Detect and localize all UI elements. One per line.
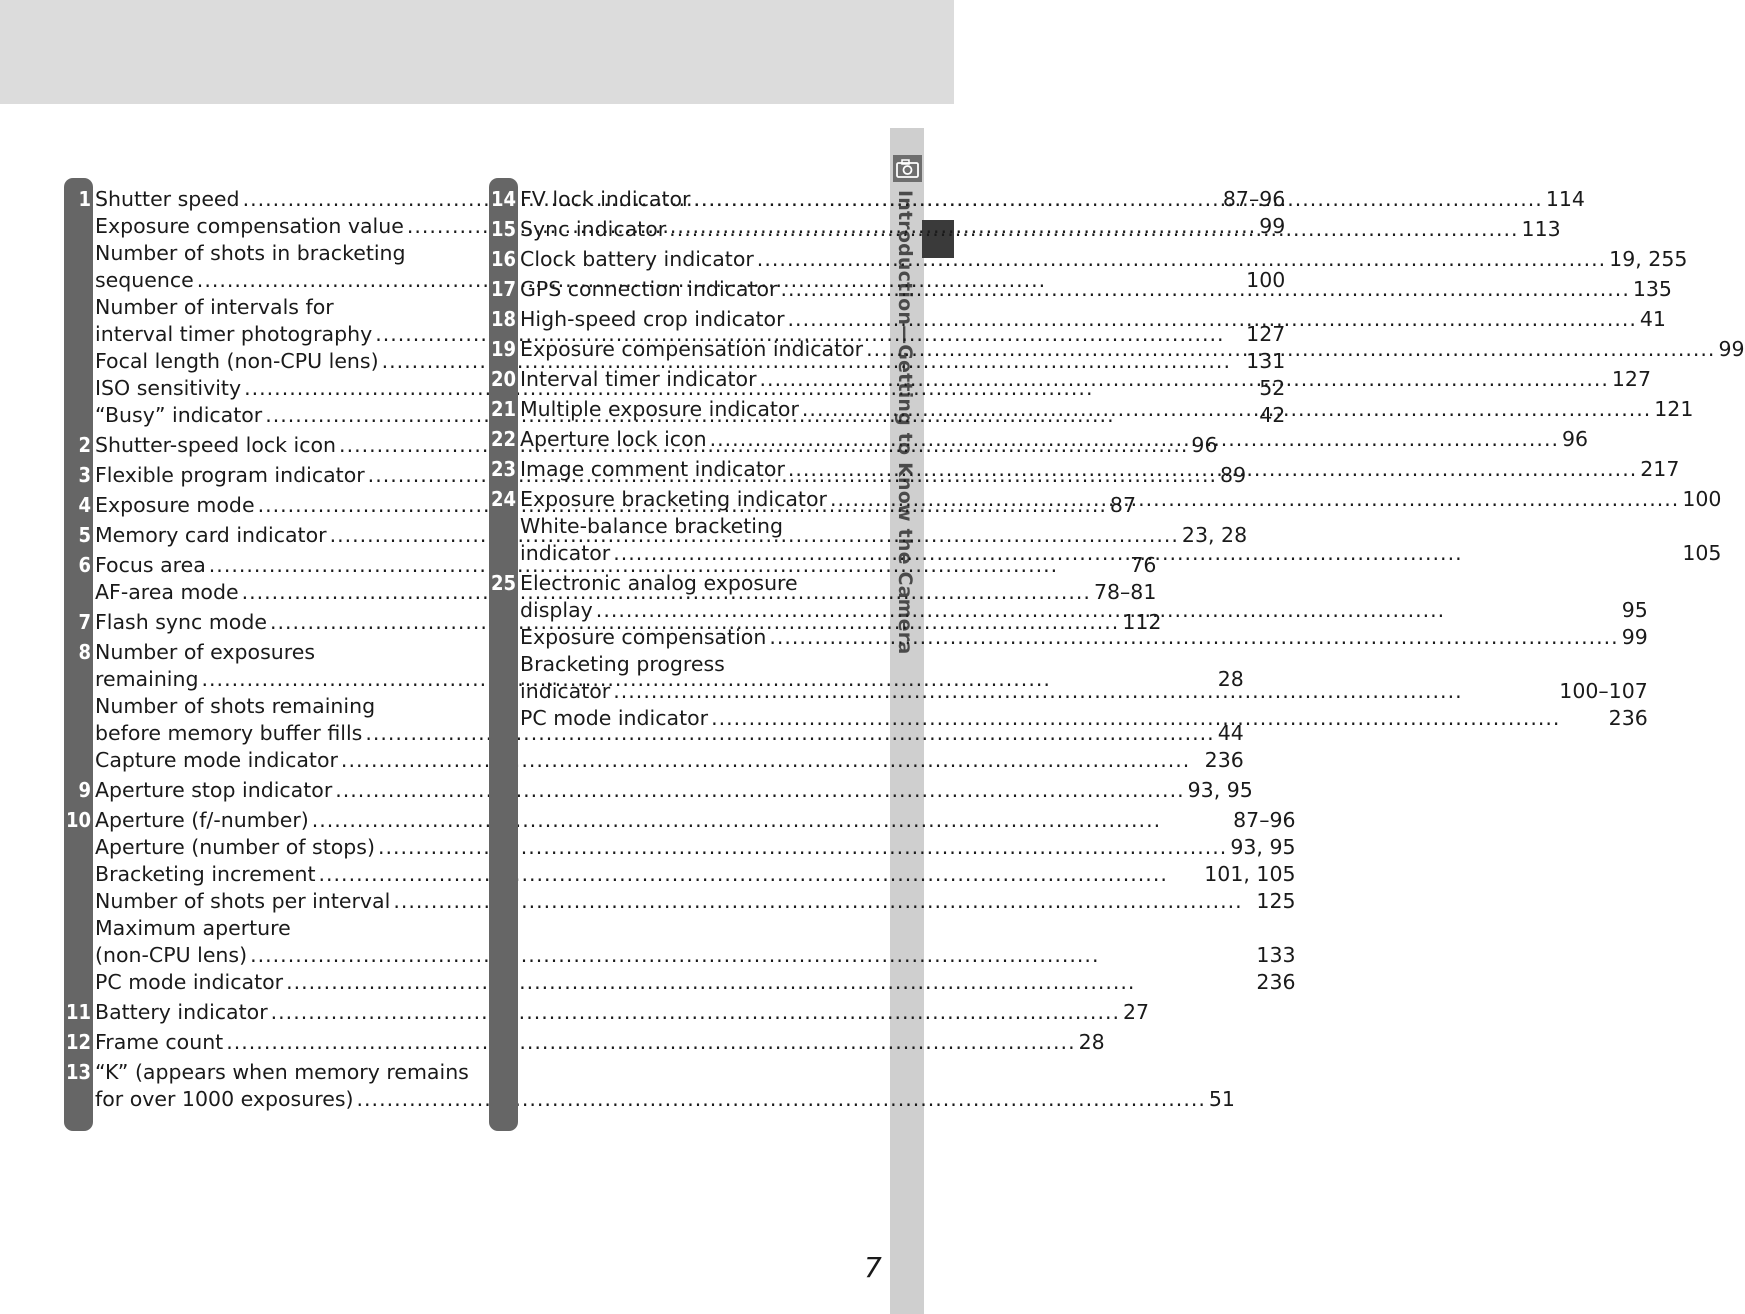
entry-page-ref: 112 bbox=[1122, 610, 1162, 634]
entry-page-ref: 99 bbox=[1718, 337, 1745, 361]
entry-label: Exposure compensation bbox=[520, 625, 767, 649]
entry-label: before memory buffer fills bbox=[95, 721, 363, 745]
entry-page-ref: 101, 105 bbox=[1204, 862, 1296, 886]
entry-page-ref: 125 bbox=[1256, 889, 1296, 913]
entry-label: Number of exposures bbox=[95, 640, 316, 664]
entry-label: Number of shots per interval bbox=[95, 889, 391, 913]
legend-entry bbox=[95, 777, 1253, 804]
legend-number: 6 bbox=[78, 553, 91, 577]
header-band bbox=[0, 0, 954, 104]
entry-label: White-balance bracketing bbox=[520, 514, 783, 538]
entry-page-ref: 96 bbox=[1191, 433, 1218, 457]
entry-page-ref: 131 bbox=[1246, 349, 1286, 373]
entry-page-ref: 121 bbox=[1654, 397, 1694, 421]
legend-entry bbox=[520, 366, 1651, 393]
legend-item bbox=[489, 426, 1589, 453]
entry-page-ref: 96 bbox=[1561, 427, 1589, 451]
entry-page-ref: 100 bbox=[1682, 487, 1722, 511]
legend-entry bbox=[95, 834, 1296, 861]
legend-entry bbox=[520, 678, 1648, 705]
entry-label: Sync indicator bbox=[520, 217, 667, 241]
entry-label: “Busy” indicator bbox=[95, 403, 263, 427]
entry-label: Aperture (number of stops) bbox=[95, 835, 375, 859]
entry-page-ref: 76 bbox=[1130, 553, 1157, 577]
legend-entry bbox=[520, 486, 1721, 513]
entry-page-ref: 100 bbox=[1246, 268, 1286, 292]
dot-leader bbox=[769, 624, 1618, 651]
legend-number: 2 bbox=[78, 433, 91, 457]
dot-leader bbox=[757, 246, 1606, 273]
dot-leader bbox=[319, 861, 1202, 888]
legend-entry bbox=[520, 513, 1721, 540]
entry-label: Battery indicator bbox=[95, 1000, 268, 1024]
legend-number: 22 bbox=[490, 427, 516, 451]
legend-entry bbox=[95, 999, 1149, 1026]
legend-item bbox=[64, 999, 1150, 1026]
legend-item bbox=[489, 306, 1666, 333]
dot-leader bbox=[596, 597, 1619, 624]
entry-label: GPS connection indicator bbox=[520, 277, 778, 301]
entry-page-ref: 28 bbox=[1078, 1030, 1105, 1054]
legend-item bbox=[64, 807, 1296, 996]
entry-label: Image comment indicator bbox=[520, 457, 785, 481]
legend-number: 19 bbox=[490, 337, 516, 361]
entry-label: Flexible program indicator bbox=[95, 463, 365, 487]
entry-page-ref: 127 bbox=[1611, 367, 1652, 391]
legend-number: 13 bbox=[65, 1060, 91, 1084]
legend-number: 20 bbox=[490, 367, 516, 391]
entry-label: Number of shots in bracketing bbox=[95, 241, 406, 265]
legend-item bbox=[64, 1029, 1105, 1056]
entry-label: Exposure compensation value bbox=[95, 214, 404, 238]
entry-label: Memory card indicator bbox=[95, 523, 327, 547]
legend-entry bbox=[95, 969, 1296, 996]
entry-label: Multiple exposure indicator bbox=[520, 397, 799, 421]
entry-label: FV lock indicator bbox=[520, 187, 691, 211]
legend-entry bbox=[520, 597, 1648, 624]
entry-label: ISO sensitivity bbox=[95, 376, 242, 400]
legend-entry bbox=[95, 1059, 1235, 1086]
legend-number: 14 bbox=[490, 187, 516, 211]
dot-leader bbox=[357, 1086, 1206, 1113]
camera-icon bbox=[893, 155, 922, 182]
entry-label: remaining bbox=[95, 667, 199, 691]
entry-label: Number of intervals for bbox=[95, 295, 334, 319]
entry-label: Aperture lock icon bbox=[520, 427, 707, 451]
entry-label: Exposure mode bbox=[95, 493, 255, 517]
dot-leader bbox=[802, 396, 1651, 423]
entry-label: Interval timer indicator bbox=[520, 367, 757, 391]
page-number: 7 bbox=[864, 1251, 882, 1284]
legend-entry bbox=[520, 216, 1561, 243]
entry-page-ref: 23, 28 bbox=[1181, 523, 1248, 547]
entry-page-ref: 236 bbox=[1608, 706, 1648, 730]
entry-page-ref: 105 bbox=[1682, 541, 1722, 565]
entry-page-ref: 99 bbox=[1259, 214, 1286, 238]
entry-page-ref: 78–81 bbox=[1093, 580, 1157, 604]
entry-page-ref: 19, 255 bbox=[1609, 247, 1688, 271]
entry-label: Exposure bracketing indicator bbox=[520, 487, 827, 511]
entry-page-ref: 135 bbox=[1632, 277, 1672, 301]
entry-page-ref: 44 bbox=[1217, 721, 1244, 745]
entry-page-ref: 87 bbox=[1109, 493, 1137, 517]
entry-page-ref: 27 bbox=[1123, 1000, 1150, 1024]
dot-leader bbox=[613, 540, 1679, 567]
dot-leader bbox=[393, 888, 1253, 915]
dot-leader bbox=[830, 486, 1679, 513]
legend-number: 16 bbox=[490, 247, 516, 271]
entry-page-ref: 133 bbox=[1256, 943, 1296, 967]
entry-page-ref: 100–107 bbox=[1559, 679, 1648, 703]
entry-page-ref: 87–96 bbox=[1222, 187, 1286, 211]
legend-entry bbox=[520, 570, 1648, 597]
legend-item bbox=[64, 1059, 1235, 1113]
entry-label: PC mode indicator bbox=[520, 706, 709, 730]
legend-item bbox=[64, 777, 1253, 804]
legend-entry bbox=[520, 306, 1666, 333]
legend-number: 15 bbox=[490, 217, 516, 241]
legend-entry bbox=[520, 396, 1693, 423]
entry-label: (non-CPU lens) bbox=[95, 943, 248, 967]
entry-page-ref: 42 bbox=[1259, 403, 1286, 427]
entry-page-ref: 113 bbox=[1521, 217, 1561, 241]
legend-entry bbox=[520, 705, 1648, 732]
legend-number: 18 bbox=[490, 307, 516, 331]
entry-page-ref: 114 bbox=[1545, 187, 1585, 211]
entry-label: Focal length (non-CPU lens) bbox=[95, 349, 379, 373]
entry-label: indicator bbox=[520, 679, 611, 703]
entry-page-ref: 52 bbox=[1259, 376, 1286, 400]
dot-leader bbox=[788, 306, 1637, 333]
legend-entry bbox=[520, 276, 1672, 303]
entry-label: Flash sync mode bbox=[95, 610, 267, 634]
legend-entry bbox=[95, 807, 1296, 834]
legend-item bbox=[489, 246, 1688, 273]
entry-page-ref: 93, 95 bbox=[1230, 835, 1296, 859]
entry-label: Focus area bbox=[95, 553, 206, 577]
legend-number: 11 bbox=[65, 1000, 91, 1024]
dot-leader bbox=[226, 1029, 1075, 1056]
entry-label: High-speed crop indicator bbox=[520, 307, 785, 331]
dot-leader bbox=[669, 216, 1518, 243]
legend-number: 1 bbox=[78, 187, 91, 211]
legend-entry bbox=[520, 651, 1648, 678]
entry-page-ref: 41 bbox=[1639, 307, 1666, 331]
legend-entry bbox=[95, 1029, 1105, 1056]
dot-leader bbox=[341, 747, 1202, 774]
entry-label: Maximum aperture bbox=[95, 916, 291, 940]
entry-page-ref: 28 bbox=[1217, 667, 1244, 691]
dot-leader bbox=[693, 186, 1542, 213]
entry-label: Frame count bbox=[95, 1030, 224, 1054]
legend-number: 17 bbox=[490, 277, 516, 301]
legend-number: 7 bbox=[78, 610, 91, 634]
entry-label: Bracketing increment bbox=[95, 862, 316, 886]
entry-label: AF-area mode bbox=[95, 580, 239, 604]
entry-page-ref: 87–96 bbox=[1233, 808, 1296, 832]
dot-leader bbox=[788, 456, 1637, 483]
entry-page-ref: 93, 95 bbox=[1187, 778, 1253, 802]
entry-label: Shutter speed bbox=[95, 187, 240, 211]
legend-entry bbox=[520, 456, 1679, 483]
dot-leader bbox=[312, 807, 1230, 834]
legend-entry bbox=[95, 1086, 1235, 1113]
entry-page-ref: 217 bbox=[1640, 457, 1680, 481]
legend-number: 24 bbox=[490, 487, 516, 511]
dot-leader bbox=[711, 705, 1606, 732]
entry-page-ref: 89 bbox=[1220, 463, 1247, 487]
entry-label: Exposure compensation indicator bbox=[520, 337, 864, 361]
legend-entry bbox=[520, 426, 1588, 453]
dot-leader bbox=[250, 942, 1253, 969]
entry-label: interval timer photography bbox=[95, 322, 373, 346]
chapter-title: Introduction—Getting to Know the Camera bbox=[894, 190, 916, 655]
entry-label: Aperture (f/-number) bbox=[95, 808, 309, 832]
legend-number: 8 bbox=[78, 640, 91, 664]
legend-number: 21 bbox=[490, 397, 516, 421]
dot-leader bbox=[613, 678, 1556, 705]
legend-number: 10 bbox=[65, 808, 91, 832]
entry-label: Clock battery indicator bbox=[520, 247, 754, 271]
entry-label: indicator bbox=[520, 541, 611, 565]
legend-entry bbox=[520, 186, 1585, 213]
legend-number: 3 bbox=[78, 463, 91, 487]
dot-leader bbox=[760, 366, 1609, 393]
entry-label: for over 1000 exposures) bbox=[95, 1087, 354, 1111]
entry-label: PC mode indicator bbox=[95, 970, 284, 994]
legend-number: 9 bbox=[78, 778, 91, 802]
entry-label: Shutter-speed lock icon bbox=[95, 433, 337, 457]
dot-leader bbox=[335, 777, 1184, 804]
entry-label: Electronic analog exposure bbox=[520, 571, 798, 595]
entry-label: “K” (appears when memory remains bbox=[95, 1060, 469, 1084]
legend-entry bbox=[520, 336, 1745, 363]
legend-number: 12 bbox=[65, 1030, 91, 1054]
legend-entry bbox=[95, 861, 1296, 888]
entry-label: Bracketing progress bbox=[520, 652, 725, 676]
entry-page-ref: 127 bbox=[1246, 322, 1286, 346]
entry-page-ref: 236 bbox=[1204, 748, 1244, 772]
dot-leader bbox=[286, 969, 1253, 996]
legend-number: 25 bbox=[490, 571, 516, 595]
entry-label: Capture mode indicator bbox=[95, 748, 338, 772]
entry-page-ref: 95 bbox=[1621, 598, 1648, 622]
entry-label: Number of shots remaining bbox=[95, 694, 376, 718]
legend-entry bbox=[520, 624, 1648, 651]
dot-leader bbox=[271, 999, 1120, 1026]
entry-page-ref: 99 bbox=[1621, 625, 1648, 649]
legend-number: 4 bbox=[78, 493, 91, 517]
legend-number: 5 bbox=[78, 523, 91, 547]
entry-page-ref: 236 bbox=[1256, 970, 1296, 994]
legend-entry bbox=[95, 747, 1244, 774]
entry-label: sequence bbox=[95, 268, 194, 292]
entry-label: display bbox=[520, 598, 593, 622]
legend-entry bbox=[520, 540, 1721, 567]
entry-page-ref: 51 bbox=[1208, 1087, 1235, 1111]
legend-entry bbox=[95, 915, 1296, 942]
dot-leader bbox=[710, 426, 1559, 453]
entry-label: Aperture stop indicator bbox=[95, 778, 333, 802]
dot-leader bbox=[780, 276, 1629, 303]
legend-entry bbox=[95, 942, 1296, 969]
dot-leader bbox=[866, 336, 1715, 363]
legend-number: 23 bbox=[490, 457, 516, 481]
legend-entry bbox=[95, 888, 1296, 915]
legend-entry bbox=[520, 246, 1687, 273]
